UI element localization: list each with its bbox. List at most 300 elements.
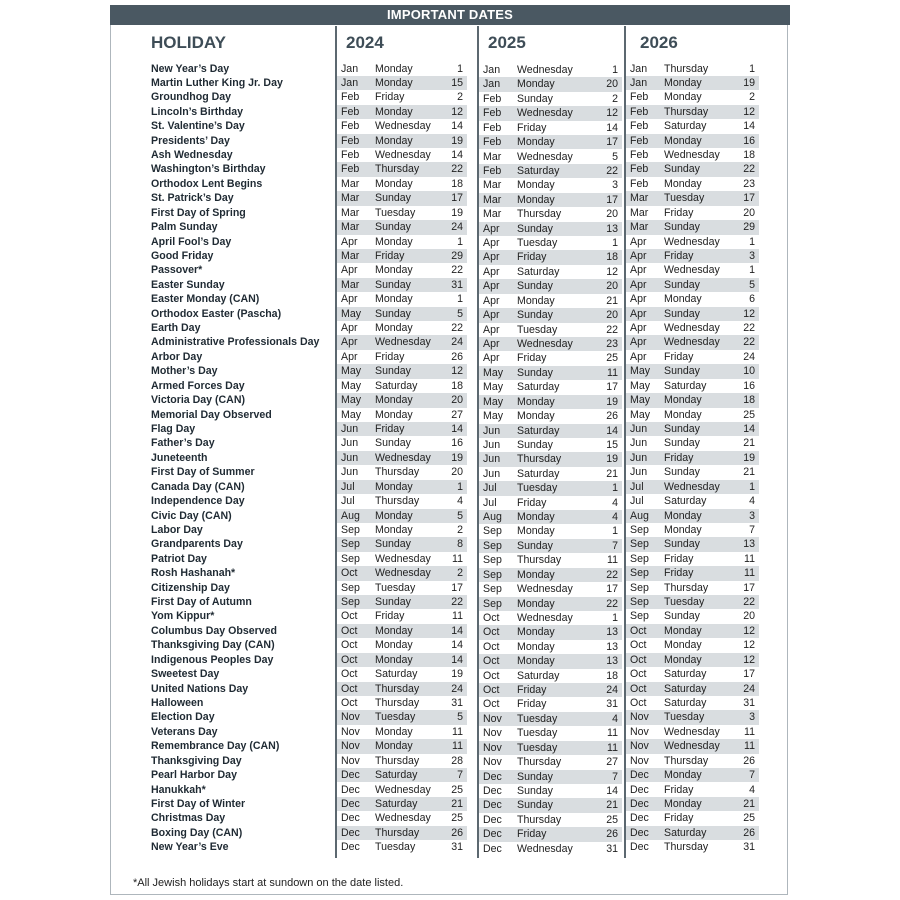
date-cell-2026 (626, 509, 759, 523)
month: Dec (630, 812, 649, 825)
month: May (341, 307, 362, 320)
table-row (0, 350, 900, 364)
weekday: Saturday (664, 495, 707, 508)
day-number: 11 (607, 741, 618, 754)
date-cell-2026 (626, 725, 759, 739)
weekday: Friday (664, 451, 694, 464)
month: Oct (341, 653, 358, 666)
day-number: 6 (749, 293, 755, 306)
month: Oct (483, 698, 500, 711)
date-cell-2024 (337, 783, 467, 797)
footnote: *All Jewish holidays start at sundown on the date listed. (133, 877, 404, 889)
month: Nov (630, 754, 649, 767)
weekday: Tuesday (517, 712, 558, 725)
date-cell-2026 (626, 206, 759, 220)
month: Jun (483, 453, 501, 466)
weekday: Tuesday (517, 741, 558, 754)
day-number: 11 (607, 554, 618, 567)
month: Jun (341, 437, 359, 450)
holiday-name: New Year’s Day (151, 62, 230, 75)
weekday: Monday (517, 395, 555, 408)
date-cell-2026 (626, 134, 759, 148)
weekday: Saturday (517, 669, 560, 682)
date-cell-2024 (337, 278, 467, 292)
table-row (0, 667, 900, 681)
month: May (483, 395, 504, 408)
day-number: 16 (743, 379, 755, 392)
month: Jun (483, 424, 501, 437)
month: Feb (630, 134, 649, 147)
month: Sep (630, 552, 649, 565)
month: Feb (341, 163, 360, 176)
table-row (0, 682, 900, 696)
day-number: 11 (744, 567, 755, 580)
date-cell-2026 (626, 321, 759, 335)
month: May (341, 394, 362, 407)
date-cell-2026 (626, 797, 759, 811)
day-number: 21 (743, 797, 755, 810)
date-cell-2024 (337, 667, 467, 681)
day-number: 11 (452, 725, 463, 738)
day-number: 1 (457, 293, 463, 306)
table-row (0, 696, 900, 710)
weekday: Monday (375, 523, 413, 536)
weekday: Sunday (664, 437, 700, 450)
holiday-name: Palm Sunday (151, 221, 218, 234)
month: Jul (630, 480, 644, 493)
table-row (0, 408, 900, 422)
weekday: Tuesday (517, 482, 558, 495)
month: Jan (341, 76, 359, 89)
holiday-name: Victoria Day (CAN) (151, 394, 245, 407)
month: Feb (483, 164, 502, 177)
date-cell-2024 (337, 710, 467, 724)
weekday: Monday (375, 264, 413, 277)
holiday-name: Presidents’ Day (151, 134, 230, 147)
date-cell-2024 (337, 509, 467, 523)
holiday-name: Passover* (151, 264, 203, 277)
day-number: 22 (606, 164, 618, 177)
date-cell-2024 (337, 235, 467, 249)
day-number: 25 (451, 812, 463, 825)
holiday-name: Indigenous Peoples Day (151, 653, 274, 666)
day-number: 19 (451, 451, 463, 464)
day-number: 24 (606, 684, 618, 697)
weekday: Saturday (517, 164, 560, 177)
day-number: 27 (451, 408, 463, 421)
date-cell-2026 (626, 148, 759, 162)
holiday-name: Groundhog Day (151, 91, 232, 104)
date-cell-2026 (626, 162, 759, 176)
day-number: 20 (743, 206, 755, 219)
table-row (0, 220, 900, 234)
month: Jun (341, 423, 359, 435)
date-cell-2026 (626, 739, 759, 753)
weekday: Friday (375, 249, 405, 262)
month: Feb (483, 92, 502, 105)
holiday-name: Father’s Day (151, 437, 215, 450)
day-number: 20 (606, 280, 618, 293)
weekday: Sunday (517, 770, 553, 783)
table-row (0, 552, 900, 566)
date-cell-2026 (626, 220, 759, 234)
day-number: 3 (749, 711, 755, 724)
year-2025-header: 2025 (488, 33, 526, 52)
holiday-name: First Day of Autumn (151, 596, 252, 609)
table-row (0, 797, 900, 811)
month: Apr (483, 337, 500, 350)
day-number: 26 (743, 826, 755, 839)
month: Sep (483, 554, 502, 567)
day-number: 12 (451, 365, 463, 378)
weekday: Monday (517, 78, 555, 91)
date-cell-2024 (337, 537, 467, 551)
date-cell-2026 (626, 552, 759, 566)
weekday: Monday (375, 480, 413, 493)
day-number: 13 (606, 626, 618, 639)
month: May (630, 394, 651, 407)
table-row (0, 826, 900, 840)
date-cell-2026 (626, 768, 759, 782)
weekday: Saturday (375, 769, 418, 782)
day-number: 2 (457, 91, 463, 104)
day-number: 1 (749, 480, 755, 493)
day-number: 17 (606, 381, 618, 394)
weekday: Tuesday (375, 711, 416, 724)
holiday-name: Thanksgiving Day (CAN) (151, 639, 275, 652)
weekday: Sunday (375, 538, 411, 551)
month: Dec (630, 783, 649, 796)
date-cell-2024 (337, 826, 467, 840)
month: Oct (341, 696, 358, 709)
weekday: Friday (664, 783, 694, 796)
date-cell-2026 (626, 235, 759, 249)
day-number: 21 (451, 797, 463, 810)
weekday: Friday (664, 249, 694, 262)
day-number: 11 (452, 740, 463, 753)
month: Mar (483, 208, 502, 221)
month: Apr (483, 294, 500, 307)
day-number: 4 (612, 496, 618, 509)
holiday-name: Labor Day (151, 523, 203, 536)
weekday: Thursday (375, 754, 420, 767)
month: Mar (630, 192, 649, 205)
weekday: Sunday (664, 466, 700, 479)
weekday: Tuesday (664, 596, 705, 609)
day-number: 7 (612, 539, 618, 552)
weekday: Sunday (517, 366, 553, 379)
day-number: 4 (457, 495, 463, 508)
weekday: Monday (375, 322, 413, 335)
month: Apr (630, 307, 647, 320)
weekday: Sunday (375, 221, 411, 234)
weekday: Saturday (517, 265, 560, 278)
month: Sep (341, 552, 360, 565)
weekday: Wednesday (517, 150, 573, 163)
day-number: 14 (451, 639, 463, 652)
month: Dec (341, 783, 360, 796)
weekday: Saturday (664, 696, 707, 709)
holiday-name: Orthodox Lent Begins (151, 177, 263, 190)
day-number: 17 (606, 583, 618, 596)
month: Sep (630, 596, 649, 609)
month: Oct (630, 696, 647, 709)
month: Nov (341, 711, 360, 724)
month: Oct (483, 611, 500, 624)
weekday: Friday (664, 567, 694, 580)
holiday-name: Sweetest Day (151, 668, 220, 681)
date-cell-2026 (626, 408, 759, 422)
table-row (0, 609, 900, 623)
holiday-name: Juneteenth (151, 451, 208, 464)
month: Apr (630, 322, 647, 335)
day-number: 19 (606, 395, 618, 408)
day-number: 11 (744, 552, 755, 565)
table-row (0, 566, 900, 580)
day-number: 14 (606, 424, 618, 437)
day-number: 17 (606, 136, 618, 149)
weekday: Sunday (664, 278, 700, 291)
date-cell-2024 (337, 220, 467, 234)
weekday: Friday (375, 610, 405, 623)
day-number: 12 (743, 307, 755, 320)
weekday: Sunday (517, 280, 553, 293)
day-number: 20 (451, 466, 463, 479)
weekday: Thursday (664, 581, 709, 594)
date-cell-2026 (626, 379, 759, 393)
weekday: Monday (375, 394, 413, 407)
day-number: 16 (743, 134, 755, 147)
table-row (0, 465, 900, 479)
month: Apr (483, 265, 500, 278)
weekday: Thursday (375, 466, 420, 479)
date-cell-2026 (626, 537, 759, 551)
month: Sep (341, 523, 360, 536)
month: Oct (341, 668, 358, 681)
day-number: 21 (606, 799, 618, 812)
day-number: 28 (451, 754, 463, 767)
day-number: 14 (451, 653, 463, 666)
table-row (0, 436, 900, 450)
day-number: 26 (743, 754, 755, 767)
day-number: 20 (451, 394, 463, 407)
holiday-name: Washington’s Birthday (151, 163, 266, 176)
month: Feb (341, 91, 360, 104)
table-row (0, 494, 900, 508)
day-number: 13 (743, 538, 755, 551)
year-2026-header: 2026 (640, 33, 678, 52)
date-cell-2024 (337, 494, 467, 508)
day-number: 29 (743, 221, 755, 234)
table-row (0, 76, 900, 90)
month: May (341, 379, 362, 392)
weekday: Sunday (517, 785, 553, 797)
holiday-name: New Year’s Eve (151, 841, 229, 854)
weekday: Wednesday (375, 812, 431, 825)
weekday: Sunday (664, 538, 700, 551)
table-row (0, 249, 900, 263)
day-number: 19 (606, 453, 618, 466)
table-row (0, 768, 900, 782)
table-row (0, 307, 900, 321)
day-number: 12 (743, 653, 755, 666)
day-number: 10 (743, 365, 755, 378)
table-row (0, 278, 900, 292)
weekday: Monday (375, 177, 413, 190)
date-cell-2026 (626, 609, 759, 623)
weekday: Wednesday (664, 336, 720, 349)
date-cell-2026 (626, 595, 759, 609)
weekday: Wednesday (664, 235, 720, 248)
date-cell-2024 (337, 249, 467, 263)
month: Jun (630, 451, 648, 464)
weekday: Tuesday (375, 206, 416, 219)
month: Oct (483, 669, 500, 682)
table-row (0, 725, 900, 739)
weekday: Monday (664, 91, 702, 104)
month: Jan (341, 62, 359, 75)
month: Dec (483, 799, 502, 812)
date-cell-2026 (626, 436, 759, 450)
month: Jul (630, 495, 644, 508)
month: Aug (630, 509, 649, 522)
day-number: 17 (606, 193, 618, 206)
month: Apr (630, 336, 647, 349)
month: Feb (341, 149, 360, 162)
month: Sep (630, 523, 649, 536)
holiday-name: United Nations Day (151, 682, 249, 695)
date-cell-2026 (626, 249, 759, 263)
holiday-name: Armed Forces Day (151, 379, 245, 392)
date-cell-2024 (337, 379, 467, 393)
table-row (0, 292, 900, 306)
table-row (0, 739, 900, 753)
day-number: 22 (743, 336, 755, 349)
day-number: 22 (743, 163, 755, 176)
weekday: Monday (375, 740, 413, 753)
month: Dec (630, 826, 649, 839)
weekday: Thursday (375, 682, 420, 695)
day-number: 31 (451, 841, 463, 854)
date-cell-2024 (337, 811, 467, 825)
day-number: 5 (612, 150, 618, 163)
month: Oct (630, 682, 647, 695)
holiday-name: St. Patrick’s Day (151, 192, 234, 205)
date-cell-2026 (626, 667, 759, 681)
date-cell-2026 (626, 840, 759, 854)
weekday: Wednesday (375, 336, 431, 349)
day-number: 26 (451, 826, 463, 839)
month: Jun (630, 423, 648, 435)
weekday: Monday (517, 568, 555, 581)
weekday: Saturday (664, 120, 707, 133)
month: Mar (341, 177, 360, 190)
date-cell-2024 (337, 624, 467, 638)
weekday: Saturday (375, 379, 418, 392)
day-number: 7 (749, 769, 755, 782)
date-cell-2024 (337, 148, 467, 162)
day-number: 7 (749, 523, 755, 536)
month: Jul (483, 496, 497, 509)
month: Oct (341, 610, 358, 623)
weekday: Wednesday (375, 552, 431, 565)
month: Mar (341, 278, 360, 291)
weekday: Thursday (664, 754, 709, 767)
weekday: Sunday (664, 221, 700, 234)
month: Jun (483, 438, 501, 451)
date-cell-2024 (337, 292, 467, 306)
weekday: Wednesday (517, 842, 573, 855)
day-number: 14 (606, 785, 618, 797)
day-number: 1 (457, 480, 463, 493)
weekday: Monday (664, 769, 702, 782)
date-cell-2026 (626, 566, 759, 580)
day-number: 3 (749, 509, 755, 522)
month: Feb (341, 105, 360, 118)
weekday: Friday (517, 684, 547, 697)
month: Oct (483, 655, 500, 668)
day-number: 31 (606, 698, 618, 711)
month: Mar (341, 206, 360, 219)
date-cell-2026 (626, 307, 759, 321)
day-number: 24 (451, 682, 463, 695)
weekday: Friday (517, 828, 547, 841)
weekday: Monday (375, 134, 413, 147)
table-row (0, 537, 900, 551)
month: Oct (341, 682, 358, 695)
month: Dec (341, 841, 360, 854)
weekday: Monday (375, 62, 413, 75)
month: Apr (483, 251, 500, 264)
day-number: 14 (606, 121, 618, 134)
month: Feb (630, 91, 649, 104)
date-cell-2026 (626, 624, 759, 638)
table-row (0, 638, 900, 652)
date-cell-2024 (337, 307, 467, 321)
table-row (0, 177, 900, 191)
weekday: Wednesday (664, 149, 720, 162)
weekday: Thursday (664, 62, 709, 75)
weekday: Tuesday (517, 727, 558, 740)
month: Oct (341, 639, 358, 652)
date-cell-2024 (337, 465, 467, 479)
day-number: 12 (743, 639, 755, 652)
day-number: 25 (743, 812, 755, 825)
month: Feb (630, 105, 649, 118)
date-cell-2024 (337, 321, 467, 335)
day-number: 25 (606, 352, 618, 365)
day-number: 5 (749, 278, 755, 291)
holiday-name: Boxing Day (CAN) (151, 826, 243, 839)
weekday: Monday (517, 179, 555, 192)
page-title: IMPORTANT DATES (110, 5, 790, 25)
date-cell-2024 (337, 739, 467, 753)
month: Feb (483, 136, 502, 149)
holiday-name: Patriot Day (151, 552, 207, 565)
day-number: 17 (743, 668, 755, 681)
month: Jul (341, 480, 355, 493)
day-number: 22 (606, 323, 618, 336)
month: Dec (483, 828, 502, 841)
month: May (630, 365, 651, 378)
day-number: 1 (457, 62, 463, 75)
weekday: Saturday (375, 797, 418, 810)
weekday: Monday (664, 523, 702, 536)
date-cell-2026 (626, 119, 759, 133)
table-row (0, 379, 900, 393)
day-number: 17 (451, 581, 463, 594)
day-number: 23 (743, 177, 755, 190)
